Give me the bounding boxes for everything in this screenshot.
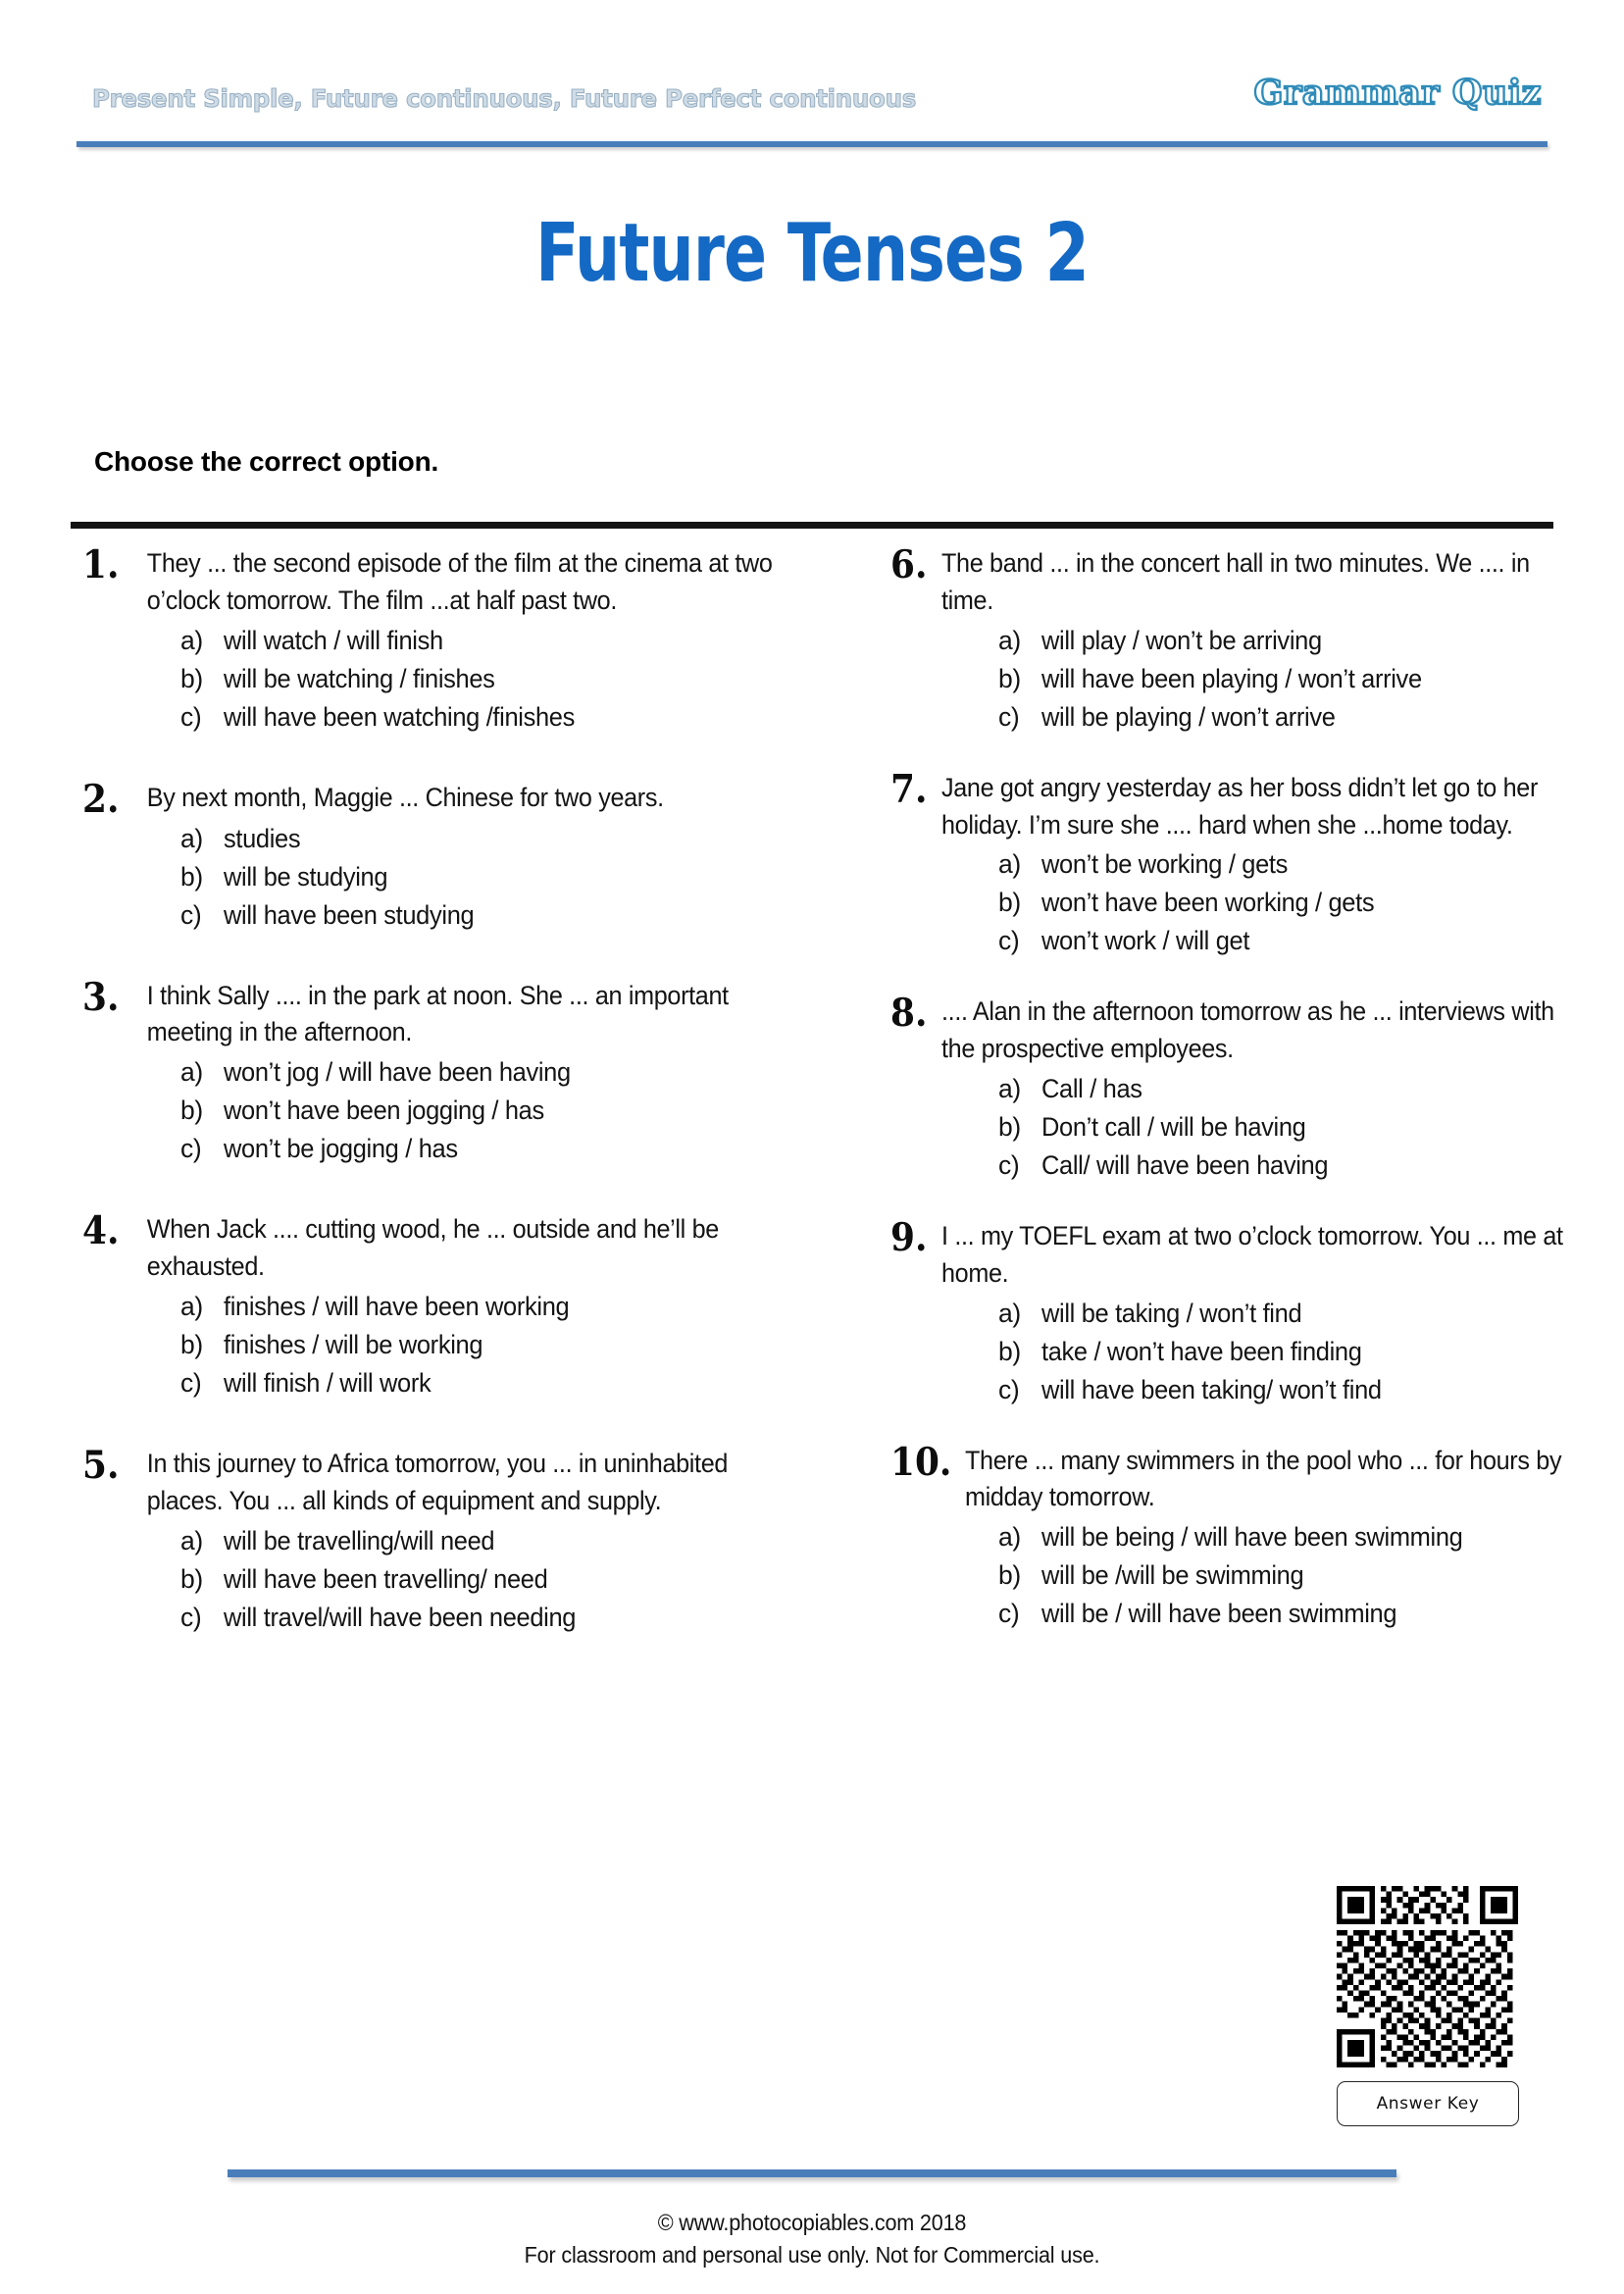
option-label: c)	[180, 899, 202, 930]
option-text: won’t be working / gets	[1041, 849, 1289, 880]
qr-code-icon[interactable]	[1337, 1886, 1518, 2067]
question-7-option-b[interactable]	[998, 884, 1597, 922]
question-10-option-b[interactable]	[998, 1556, 1597, 1595]
option-text: will be being / will have been swimming	[1041, 1522, 1463, 1553]
question-10-head	[890, 1439, 1597, 1517]
question-7-head	[890, 766, 1597, 844]
question-1-option-c[interactable]	[180, 698, 828, 737]
question-6-option-a[interactable]	[998, 622, 1597, 660]
question-8-option-a[interactable]	[998, 1070, 1597, 1108]
question-3-option-b[interactable]	[180, 1092, 828, 1130]
questions-column-right	[890, 542, 1597, 1653]
question-4	[82, 1208, 828, 1402]
header-divider-rule	[76, 141, 1548, 147]
question-2-option-b[interactable]	[180, 858, 828, 896]
page-header	[76, 61, 1548, 139]
question-10-text: There ... many swimmers in the pool who ... for hours by midday tomorrow.	[965, 1445, 1562, 1512]
option-text: will have been travelling/ need	[224, 1563, 548, 1594]
option-label: c)	[180, 701, 202, 732]
question-6	[890, 542, 1597, 737]
question-2	[82, 776, 828, 935]
question-1	[82, 542, 828, 737]
question-7-option-c[interactable]	[998, 922, 1597, 960]
option-label: c)	[180, 1367, 202, 1398]
option-text: won’t have been working / gets	[1041, 888, 1375, 918]
question-6-text: The band ... in the concert hall in two minutes. We .... in time.	[941, 548, 1530, 615]
question-2-option-c[interactable]	[180, 896, 828, 935]
question-2-option-a[interactable]	[180, 820, 828, 858]
question-10-options	[890, 1518, 1597, 1633]
question-4-option-b[interactable]	[180, 1326, 828, 1364]
option-label: c)	[180, 1602, 202, 1632]
option-label: c)	[998, 1374, 1020, 1404]
question-5-options	[82, 1522, 828, 1637]
option-text: will watch / will finish	[224, 625, 443, 655]
question-1-head	[82, 542, 828, 620]
option-label: c)	[998, 1599, 1020, 1629]
questions-column-left	[82, 542, 828, 1656]
question-5-head	[82, 1442, 828, 1520]
question-4-options	[82, 1288, 828, 1402]
question-3-option-c[interactable]	[180, 1130, 828, 1168]
option-text: will have been watching /finishes	[224, 701, 576, 732]
option-text: finishes / will be working	[224, 1329, 483, 1359]
option-label: a)	[180, 823, 203, 853]
question-3-number: 3.	[82, 974, 120, 1020]
question-10-option-c[interactable]	[998, 1595, 1597, 1633]
question-9-text: I ... my TOEFL exam at two o’clock tomorrow. You ... me at home.	[941, 1220, 1563, 1288]
option-label: a)	[998, 849, 1021, 880]
option-text: won’t jog / will have been having	[224, 1057, 571, 1088]
option-text: won’t work / will get	[1041, 926, 1250, 956]
question-7	[890, 766, 1597, 961]
option-text: will have been playing / won’t arrive	[1041, 663, 1422, 693]
option-label: b)	[180, 1329, 203, 1359]
question-9-option-b[interactable]	[998, 1333, 1597, 1371]
option-label: b)	[998, 888, 1021, 918]
question-5-option-c[interactable]	[180, 1599, 828, 1637]
option-text: will have been taking/ won’t find	[1041, 1374, 1382, 1404]
question-8-options	[890, 1070, 1597, 1185]
instruction-text: Choose the correct option.	[94, 446, 439, 477]
option-text: will be / will have been swimming	[1041, 1599, 1397, 1629]
question-7-number: 7.	[890, 766, 928, 812]
option-text: will be taking / won’t find	[1041, 1298, 1302, 1328]
option-text: Call / has	[1041, 1074, 1142, 1104]
option-text: will be /will be swimming	[1041, 1560, 1304, 1591]
option-text: won’t be jogging / has	[224, 1134, 458, 1164]
question-3-option-a[interactable]	[180, 1053, 828, 1092]
option-label: c)	[998, 701, 1020, 732]
option-label: b)	[180, 861, 203, 892]
option-label: a)	[998, 1074, 1021, 1104]
question-1-option-b[interactable]	[180, 660, 828, 698]
question-4-head	[82, 1208, 828, 1286]
option-label: a)	[180, 1057, 203, 1088]
option-text: will be watching / finishes	[224, 663, 495, 693]
option-label: c)	[998, 926, 1020, 956]
option-text: will be playing / won’t arrive	[1041, 701, 1336, 732]
question-3	[82, 974, 828, 1169]
question-8	[890, 991, 1597, 1185]
question-8-number: 8.	[890, 991, 928, 1037]
footer-divider-rule	[228, 2169, 1396, 2177]
question-2-head	[82, 776, 828, 822]
option-text: will finish / will work	[224, 1367, 431, 1398]
option-label: c)	[998, 1149, 1020, 1180]
option-text: Call/ will have been having	[1041, 1149, 1329, 1180]
option-text: will be travelling/will need	[224, 1525, 495, 1555]
option-text: will have been studying	[224, 899, 475, 930]
question-5-option-b[interactable]	[180, 1560, 828, 1599]
question-10	[890, 1439, 1597, 1634]
question-8-option-b[interactable]	[998, 1108, 1597, 1147]
page-title: Future Tenses 2	[535, 207, 1089, 300]
option-text: take / won’t have been finding	[1041, 1336, 1362, 1366]
option-label: a)	[180, 1525, 203, 1555]
question-4-option-a[interactable]	[180, 1288, 828, 1326]
question-6-option-b[interactable]	[998, 660, 1597, 698]
question-2-text: By next month, Maggie ... Chinese for two years.	[146, 782, 664, 812]
option-label: b)	[998, 1336, 1021, 1366]
question-9-number: 9.	[890, 1214, 928, 1260]
grammar-quiz-logo: Grammar Quiz	[1253, 73, 1542, 113]
question-6-head	[890, 542, 1597, 620]
question-10-option-a[interactable]	[998, 1518, 1597, 1556]
question-9-head	[890, 1214, 1597, 1293]
question-9-option-c[interactable]	[998, 1371, 1597, 1409]
option-label: b)	[180, 663, 203, 693]
question-8-text: .... Alan in the afternoon tomorrow as he ... interviews with the prospective employees.	[941, 996, 1554, 1064]
option-label: c)	[180, 1134, 202, 1164]
question-5-option-a[interactable]	[180, 1522, 828, 1560]
question-7-text: Jane got angry yesterday as her boss didn’t let go to her holiday. I’m sure she .... hard when she ...home today.	[941, 772, 1539, 840]
option-text: studies	[224, 823, 301, 853]
option-label: b)	[180, 1563, 203, 1594]
question-6-option-c[interactable]	[998, 698, 1597, 737]
question-10-number: 10.	[890, 1439, 952, 1485]
option-text: will play / won’t be arriving	[1041, 625, 1322, 655]
option-label: a)	[998, 1522, 1021, 1553]
question-5-text: In this journey to Africa tomorrow, you ... in uninhabited places. You ... all kinds of equipment and supply.	[146, 1448, 729, 1515]
section-divider-rule	[71, 522, 1553, 529]
question-1-number: 1.	[82, 542, 120, 587]
question-7-options	[890, 845, 1597, 960]
question-4-number: 4.	[82, 1208, 120, 1254]
option-text: finishes / will have been working	[224, 1291, 570, 1321]
option-text: will travel/will have been needing	[224, 1602, 577, 1632]
option-text: will be studying	[224, 861, 388, 892]
question-3-options	[82, 1053, 828, 1168]
question-2-number: 2.	[82, 776, 120, 822]
option-label: b)	[998, 663, 1021, 693]
answer-key-button[interactable]: Answer Key	[1337, 2081, 1519, 2126]
option-text: won’t have been jogging / has	[224, 1096, 544, 1126]
option-label: a)	[998, 625, 1021, 655]
answer-key-block	[1337, 1886, 1523, 2126]
question-9	[890, 1214, 1597, 1409]
question-7-option-a[interactable]	[998, 845, 1597, 884]
question-1-text: They ... the second episode of the film at the cinema at two o’clock tomorrow. The film ...at half past two.	[146, 548, 773, 615]
footer-copyright: © www.photocopiables.com 2018	[657, 2210, 967, 2235]
option-text: Don’t call / will be having	[1041, 1112, 1306, 1143]
question-5	[82, 1442, 828, 1637]
option-label: b)	[998, 1112, 1021, 1143]
option-label: b)	[998, 1560, 1021, 1591]
question-8-option-c[interactable]	[998, 1147, 1597, 1185]
header-topic-label: Present Simple, Future continuous, Future Perfect continuous	[92, 84, 917, 113]
question-5-number: 5.	[82, 1442, 120, 1488]
question-2-options	[82, 820, 828, 935]
question-9-option-a[interactable]	[998, 1295, 1597, 1333]
question-6-number: 6.	[890, 542, 928, 587]
option-label: b)	[180, 1096, 203, 1126]
question-4-text: When Jack .... cutting wood, he ... outside and he’ll be exhausted.	[146, 1214, 719, 1282]
question-6-options	[890, 622, 1597, 737]
footer-usage-notice: For classroom and personal use only. Not for Commercial use.	[524, 2241, 1100, 2268]
question-3-text: I think Sally .... in the park at noon. She ... an important meeting in the afternoon.	[146, 980, 729, 1047]
option-label: a)	[998, 1298, 1021, 1328]
question-9-options	[890, 1295, 1597, 1409]
option-label: a)	[180, 1291, 203, 1321]
option-label: a)	[180, 625, 203, 655]
question-1-options	[82, 622, 828, 737]
question-8-head	[890, 991, 1597, 1068]
question-4-option-c[interactable]	[180, 1364, 828, 1402]
question-1-option-a[interactable]	[180, 622, 828, 660]
footer-text	[0, 2207, 1624, 2270]
question-3-head	[82, 974, 828, 1052]
